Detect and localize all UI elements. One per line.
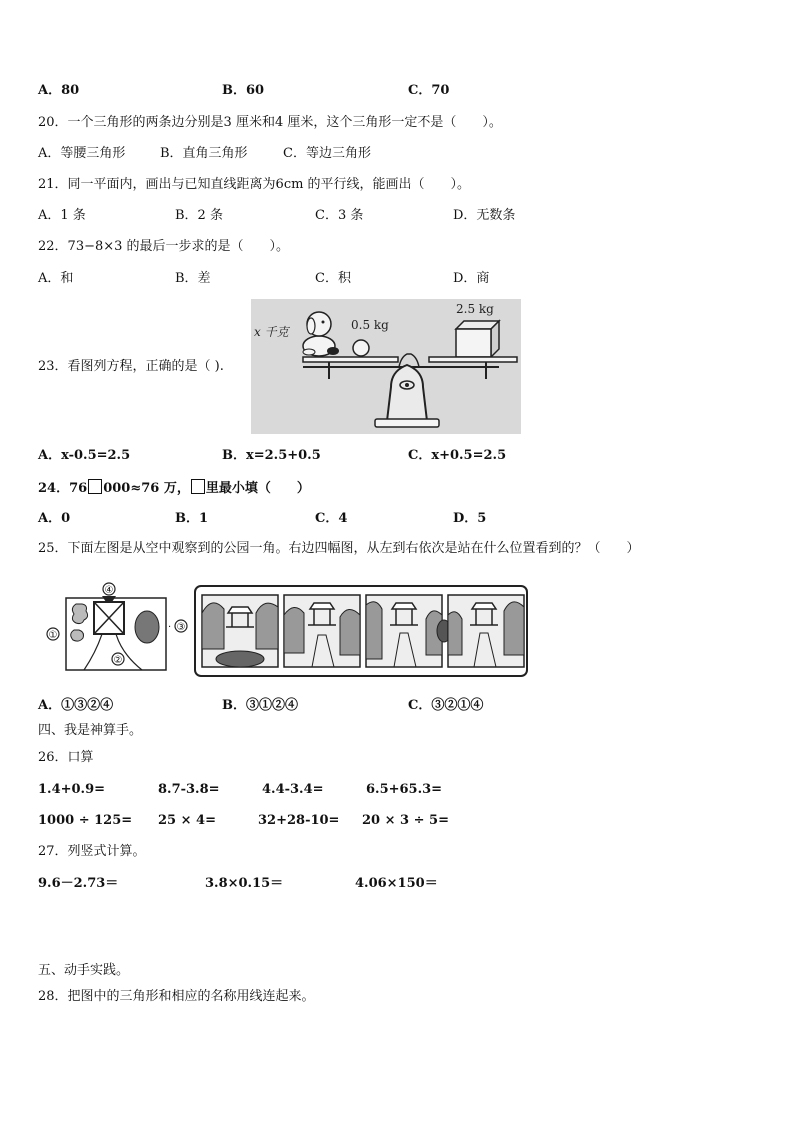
q24-stem bbox=[38, 479, 310, 498]
q19-option-a[interactable]: A．80 bbox=[38, 83, 80, 98]
mark-1: ① bbox=[48, 630, 58, 641]
svg-text:·: · bbox=[168, 622, 172, 633]
q23-stem: 23．看图列方程，正确的是（ ). bbox=[38, 359, 224, 374]
q26-stem: 26．口算 bbox=[38, 750, 94, 765]
q24-option-d[interactable]: D．5 bbox=[453, 511, 487, 526]
ball-icon bbox=[353, 340, 369, 356]
q25-option-c[interactable]: C．③②①④ bbox=[408, 698, 484, 713]
q19-option-b[interactable]: B．60 bbox=[222, 83, 265, 98]
tree-icon bbox=[71, 630, 84, 641]
q22-option-b[interactable]: B．差 bbox=[175, 271, 211, 286]
view-1 bbox=[202, 595, 278, 667]
mark-3: ③ bbox=[176, 622, 186, 633]
q27-item: 4.06×150＝ bbox=[355, 876, 438, 891]
view-2 bbox=[284, 595, 360, 667]
q26-item: 8.7-3.8= bbox=[158, 782, 220, 797]
q23-option-a[interactable]: A．x-0.5=2.5 bbox=[38, 448, 131, 463]
q23-option-c[interactable]: C．x+0.5=2.5 bbox=[408, 448, 507, 463]
four-views-figure bbox=[194, 585, 528, 677]
q24-option-c[interactable]: C．4 bbox=[315, 511, 348, 526]
q21-stem: 21．同一平面内，画出与已知直线距离为6cm 的平行线，能画出（ ）。 bbox=[38, 177, 471, 192]
q28-stem: 28．把图中的三角形和相应的名称用线连起来。 bbox=[38, 989, 315, 1004]
q25-option-b[interactable]: B．③①②④ bbox=[222, 698, 298, 713]
q20-option-c[interactable]: C．等边三角形 bbox=[283, 146, 371, 161]
q22-option-a[interactable]: A．和 bbox=[38, 271, 74, 286]
box-weight-label: 2.5 kg bbox=[456, 302, 494, 316]
section-4-heading: 四、我是神算手。 bbox=[38, 723, 143, 738]
park-top-view-map bbox=[44, 582, 192, 674]
q20-stem: 20．一个三角形的两条边分别是3 厘米和4 厘米，这个三角形一定不是（ ）。 bbox=[38, 115, 502, 130]
q26-item: 20 × 3 ÷ 5= bbox=[362, 813, 449, 828]
q19-option-c[interactable]: C．70 bbox=[408, 83, 450, 98]
ball-weight-label: 0.5 kg bbox=[351, 318, 389, 332]
box-icon bbox=[456, 321, 499, 357]
pond-icon bbox=[135, 611, 159, 643]
tree-icon bbox=[72, 604, 87, 624]
q22-option-d[interactable]: D．商 bbox=[453, 271, 490, 286]
q26-item: 6.5+65.3= bbox=[366, 782, 443, 797]
q24-stem-pre: 24．76 bbox=[38, 481, 88, 496]
blank-box bbox=[191, 479, 205, 494]
q24-option-b[interactable]: B．1 bbox=[175, 511, 209, 526]
mark-2: ② bbox=[113, 655, 123, 666]
q20-option-b[interactable]: B．直角三角形 bbox=[160, 146, 248, 161]
blank-box[interactable] bbox=[88, 479, 102, 494]
q23-option-b[interactable]: B．x=2.5+0.5 bbox=[222, 448, 321, 463]
q21-option-a[interactable]: A．1 条 bbox=[38, 208, 86, 223]
balance-scale-figure bbox=[251, 299, 521, 434]
section-5-heading: 五、动手实践。 bbox=[38, 963, 130, 978]
q22-stem: 22．73−8×3 的最后一步求的是（ ）。 bbox=[38, 239, 290, 254]
q25-stem: 25．下面左图是从空中观察到的公园一角。右边四幅图，从左到右依次是站在什么位置看到的？（ ） bbox=[38, 541, 640, 556]
q24-option-a[interactable]: A．0 bbox=[38, 511, 71, 526]
q22-option-c[interactable]: C．积 bbox=[315, 271, 351, 286]
q27-item: 3.8×0.15＝ bbox=[205, 876, 284, 891]
mark-4: ④ bbox=[104, 585, 114, 596]
view-4 bbox=[448, 595, 524, 667]
q21-option-c[interactable]: C．3 条 bbox=[315, 208, 364, 223]
q26-item: 1000 ÷ 125= bbox=[38, 813, 133, 828]
q20-option-a[interactable]: A．等腰三角形 bbox=[38, 146, 126, 161]
view-3 bbox=[366, 595, 451, 667]
q26-item: 4.4-3.4= bbox=[262, 782, 324, 797]
q25-option-a[interactable]: A．①③②④ bbox=[38, 698, 114, 713]
q27-stem: 27．列竖式计算。 bbox=[38, 844, 146, 859]
q27-item: 9.6－2.73＝ bbox=[38, 876, 119, 891]
q26-item: 32+28-10= bbox=[258, 813, 340, 828]
q21-option-b[interactable]: B．2 条 bbox=[175, 208, 223, 223]
q26-item: 25 × 4= bbox=[158, 813, 216, 828]
q21-option-d[interactable]: D．无数条 bbox=[453, 208, 516, 223]
q24-stem-mid: 000≈76 万， bbox=[103, 481, 190, 496]
x-weight-label: x 千克 bbox=[254, 325, 289, 339]
q26-item: 1.4+0.9= bbox=[38, 782, 106, 797]
q24-stem-post: 里最小填（ ） bbox=[205, 481, 310, 496]
